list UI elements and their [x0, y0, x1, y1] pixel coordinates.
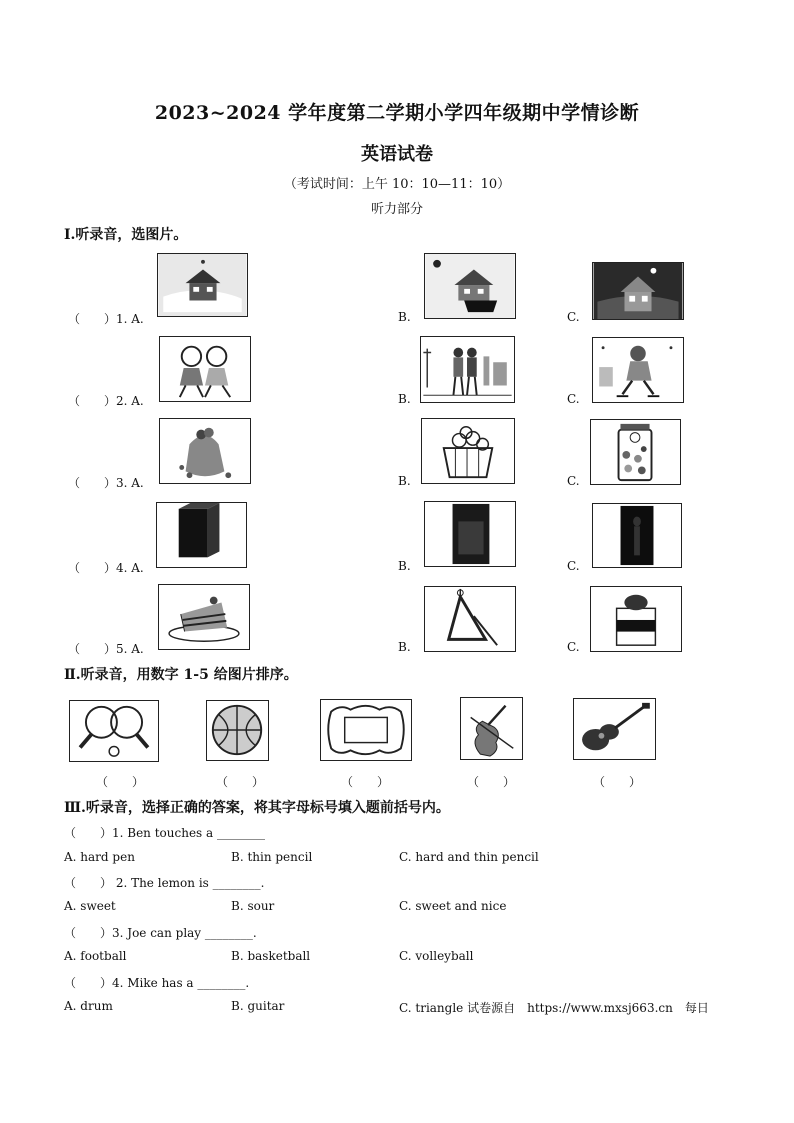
basketball-icon	[206, 700, 269, 761]
s3-q2-stem: （ ） 2. The lemon is ________.	[64, 876, 265, 890]
q3-option-b: B.	[398, 474, 411, 488]
q1-option-c: C.	[567, 310, 580, 324]
sack-coins-icon	[159, 418, 251, 484]
shadow-figure-icon	[592, 503, 682, 568]
s3-q3-option-b: B. basketball	[231, 949, 311, 963]
listening-part-label: 听力部分	[370, 202, 423, 217]
ping-pong-icon	[69, 700, 159, 762]
s3-q1-option-c: C. hard and thin pencil	[399, 850, 539, 864]
s3-q2-option-a: A. sweet	[64, 899, 116, 913]
q4-prefix: （ ）4. A.	[68, 561, 144, 575]
q3-prefix: （ ）3. A.	[68, 476, 144, 490]
candy-jar-icon	[590, 419, 681, 485]
exam-title: 2023~2024 学年度第二学期小学四年级期中学情诊断	[154, 102, 640, 124]
q2-option-c: C.	[567, 392, 580, 406]
s3-q2-option-b: B. sour	[231, 899, 275, 913]
q4-option-c: C.	[567, 559, 580, 573]
house-sun-icon	[424, 253, 516, 319]
section3-heading: Ⅲ.听录音，选择正确的答案，将其字母标号填入题前括号内。	[64, 800, 450, 816]
dark-photo-icon	[424, 501, 516, 567]
q5-option-c: C.	[567, 640, 580, 654]
q1-option-b: B.	[398, 310, 411, 324]
cake-cube-icon	[590, 586, 682, 652]
s3-q4-option-b: B. guitar	[231, 999, 285, 1013]
section2-heading: Ⅱ.听录音，用数字 1-5 给图片排序。	[64, 667, 298, 683]
order-blank-4[interactable]: （ ）	[467, 775, 516, 789]
cake-slice-icon	[158, 584, 250, 650]
q2-option-b: B.	[398, 392, 411, 406]
girl-skating-icon	[592, 337, 684, 403]
order-blank-1[interactable]: （ ）	[96, 775, 145, 789]
s3-q1-option-a: A. hard pen	[64, 850, 135, 864]
exam-subject: 英语试卷	[361, 144, 433, 165]
s3-q4-option-a: A. drum	[64, 999, 113, 1013]
s3-q1-stem: （ ）1. Ben touches a ________	[64, 826, 265, 840]
s3-q2-option-c: C. sweet and nice	[399, 899, 507, 913]
order-blank-2[interactable]: （ ）	[216, 775, 265, 789]
q5-prefix: （ ）5. A.	[68, 642, 144, 656]
couple-walking-icon	[420, 336, 515, 403]
order-blank-3[interactable]: （ ）	[341, 775, 390, 789]
house-day-icon	[157, 253, 248, 317]
q4-option-b: B.	[398, 559, 411, 573]
kids-running-icon	[159, 336, 251, 402]
s3-q3-option-c: C. volleyball	[399, 949, 474, 963]
guitar-icon	[573, 698, 656, 760]
violin-icon	[460, 697, 523, 760]
black-box-icon	[156, 502, 247, 568]
exam-time: （考试时间：上午 10：10—11：10）	[283, 177, 511, 192]
q5-option-b: B.	[398, 640, 411, 654]
fruit-basket-icon	[421, 418, 515, 484]
house-night-icon	[592, 262, 684, 320]
section1-heading: Ⅰ.听录音，选图片。	[64, 227, 188, 243]
s3-q3-option-a: A. football	[64, 949, 127, 963]
q3-option-c: C.	[567, 474, 580, 488]
s3-q1-option-b: B. thin pencil	[231, 850, 313, 864]
s3-q4-stem: （ ）4. Mike has a ________.	[64, 976, 250, 990]
q2-prefix: （ ）2. A.	[68, 394, 144, 408]
picture-frame-icon	[320, 699, 412, 761]
q1-prefix: （ ）1. A.	[68, 312, 144, 326]
triangle-instrument-icon	[424, 586, 516, 652]
s3-q4-option-c: C. triangle 试卷源自 https://www.mxsj663.cn 每日	[399, 1001, 709, 1015]
s3-q3-stem: （ ）3. Joe can play ________.	[64, 926, 257, 940]
order-blank-5[interactable]: （ ）	[593, 775, 642, 789]
